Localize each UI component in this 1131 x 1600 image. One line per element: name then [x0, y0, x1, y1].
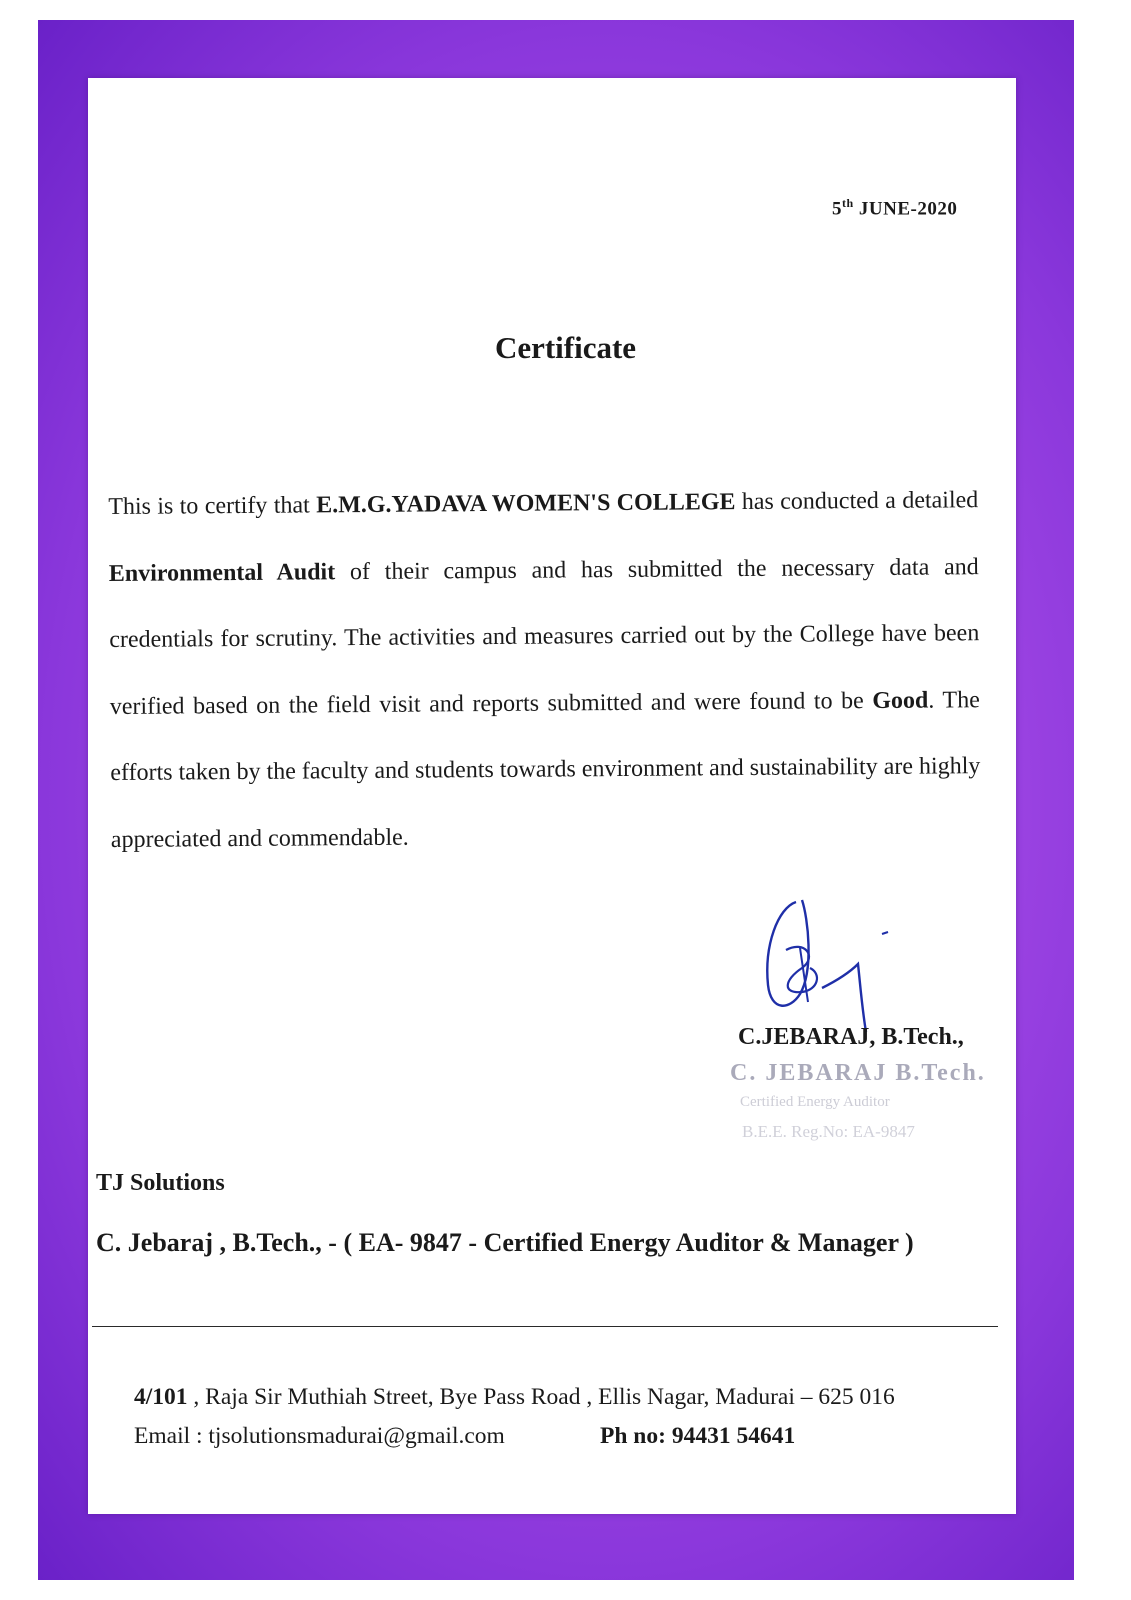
audit-type: Environmental Audit — [108, 558, 336, 587]
audit-rating: Good — [872, 687, 929, 714]
official-stamp: C. JEBARAJ B.Tech. Certified Energy Auditor B.E.E. Reg.No: EA-9847 — [730, 1060, 986, 1141]
certificate-body: This is to certify that E.M.G.YADAVA WOMEN'S COLLEGE has conducted a detailed Environmental Audit of their campus and has submitted the necessary data and credentials for scrutiny. The activities and measures carried out by the College have been verified based on the field visit and reports submitted and were found to be Good. The efforts taken by the faculty and students towards environment and sustainability are highly appreciated and commendable. — [108, 487, 981, 853]
signer-name: C.JEBARAJ, B.Tech., — [738, 1024, 964, 1050]
footer-email: Email : tjsolutionsmadurai@gmail.com — [134, 1423, 505, 1449]
college-name: E.M.G.YADAVA WOMEN'S COLLEGE — [316, 489, 736, 519]
certificate-date: 5th JUNE-2020 — [832, 196, 958, 220]
footer-phone: Ph no: 94431 54641 — [600, 1423, 796, 1449]
auditor-credential: C. Jebaraj , B.Tech., - ( EA- 9847 - Certified Energy Auditor & Manager ) — [96, 1228, 914, 1257]
footer-address: 4/101 , Raja Sir Muthiah Street, Bye Pass Road , Ellis Nagar, Madurai – 625 016 — [134, 1384, 895, 1410]
footer-divider — [92, 1326, 998, 1327]
certificate-title: Certificate — [494, 330, 637, 365]
handwritten-signature — [756, 890, 906, 1040]
organization-name: TJ Solutions — [96, 1170, 225, 1196]
